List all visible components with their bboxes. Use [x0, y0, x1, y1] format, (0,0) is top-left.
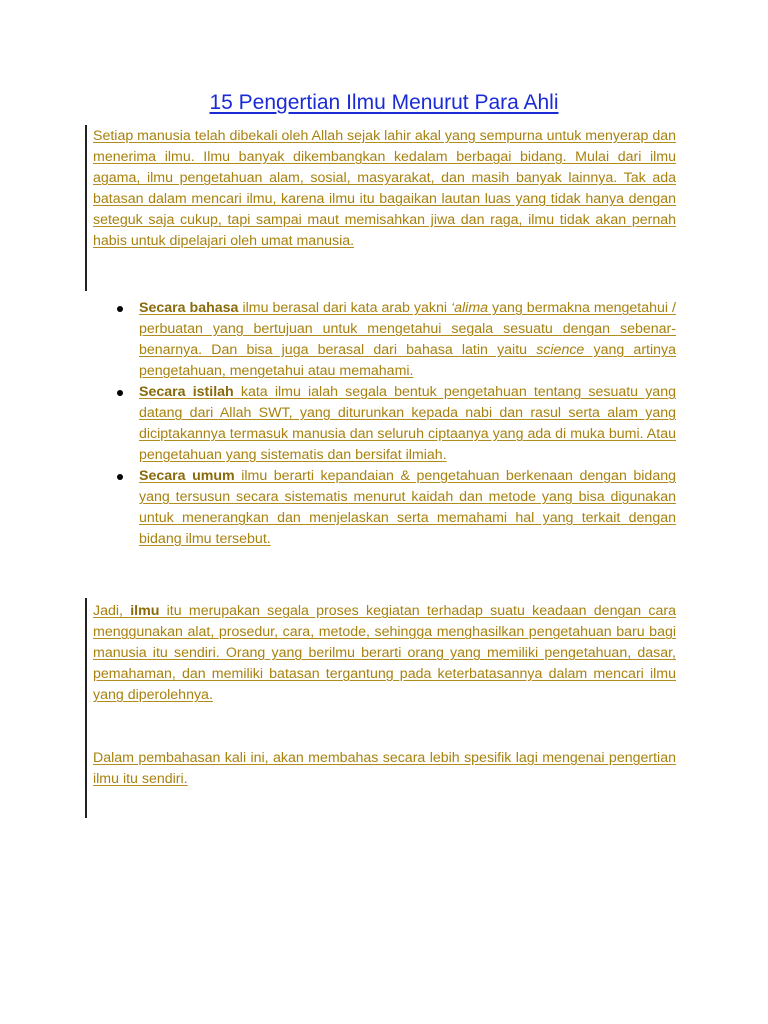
list-term: Secara umum [139, 468, 235, 484]
bullet-icon [117, 306, 123, 312]
list-term: Secara bahasa [139, 300, 239, 316]
conclusion-paragraph[interactable] [93, 601, 676, 706]
bullet-icon [117, 474, 123, 480]
list-text: ilmu berasal dari kata arab yakni [238, 300, 451, 316]
closing-text: Dalam pembahasan kali ini, akan membahas secara lebih spesifik lagi mengenai pengertian ilmu itu sendiri. [93, 750, 676, 787]
list-item[interactable] [139, 466, 676, 550]
list-item[interactable] [139, 382, 676, 466]
list-text: yang artinya pengetahuan, mengetahui atau memahami. [139, 342, 677, 379]
intro-paragraph[interactable] [93, 126, 676, 252]
list-item[interactable] [139, 298, 676, 382]
left-margin-bar-top [85, 125, 87, 291]
conclusion-term: ilmu [130, 603, 160, 619]
list-italic: ‘alima [450, 300, 489, 316]
list-text: kata ilmu ialah segala bentuk pengetahuan tentang sesuatu yang datang dari Allah SWT, yang diturunkan kepada nabi dan rasul serta alam yang diciptakannya termasuk manusia dan seluruh ciptaanya yang ada di muka bumi. Atau pengetahuan yang sistematis dan bersifat ilmiah. [139, 384, 676, 463]
list-italic: science [536, 342, 585, 358]
closing-paragraph[interactable] [93, 748, 676, 790]
bullet-icon [117, 390, 123, 396]
conclusion-lead: Jadi, [93, 603, 131, 619]
conclusion-text: itu merupakan segala proses kegiatan terhadap suatu keadaan dengan cara menggunakan alat, prosedur, cara, metode, sehingga menghasilkan pengetahuan baru bagi manusia itu sendiri. Orang yang berilmu berarti orang yang memiliki pengetahuan, dasar, pemahaman, dan memiliki batasan tergantung pada keterbatasannya dalam mencari ilmu yang diperolehnya. [93, 603, 676, 703]
intro-text: Setiap manusia telah dibekali oleh Allah sejak lahir akal yang sempurna untuk menyerap dan menerima ilmu. Ilmu banyak dikembangkan kedalam berbagai bidang. Mulai dari ilmu agama, ilmu pengetahuan alam, sosial, masyarakat, dan masih banyak lainnya. Tak ada batasan dalam mencari ilmu, karena ilmu itu bagaikan lautan luas yang tidak hanya dengan seteguk saja cukup, tapi sampai maut memisahkan jiwa dan raga, ilmu tidak akan pernah habis untuk dipelajari oleh umat manusia. [93, 128, 676, 249]
left-margin-bar-bottom [85, 598, 87, 818]
list-term: Secara istilah [139, 384, 234, 400]
list-text: yang bermakna mengetahui / perbuatan yang bertujuan untuk mengetahui segala sesuatu dengan sebenar-benarnya. Dan bisa juga berasal dari bahasa latin yaitu [139, 300, 676, 358]
definition-list [139, 298, 676, 550]
list-text: ilmu berarti kepandaian & pengetahuan berkenaan dengan bidang yang tersusun secara sistematis menurut kaidah dan metode yang bisa digunakan untuk menerangkan dan menjelaskan serta memahami hal yang terkait dengan bidang ilmu tersebut. [139, 468, 676, 547]
page-title[interactable]: 15 Pengertian Ilmu Menurut Para Ahli [209, 91, 559, 114]
